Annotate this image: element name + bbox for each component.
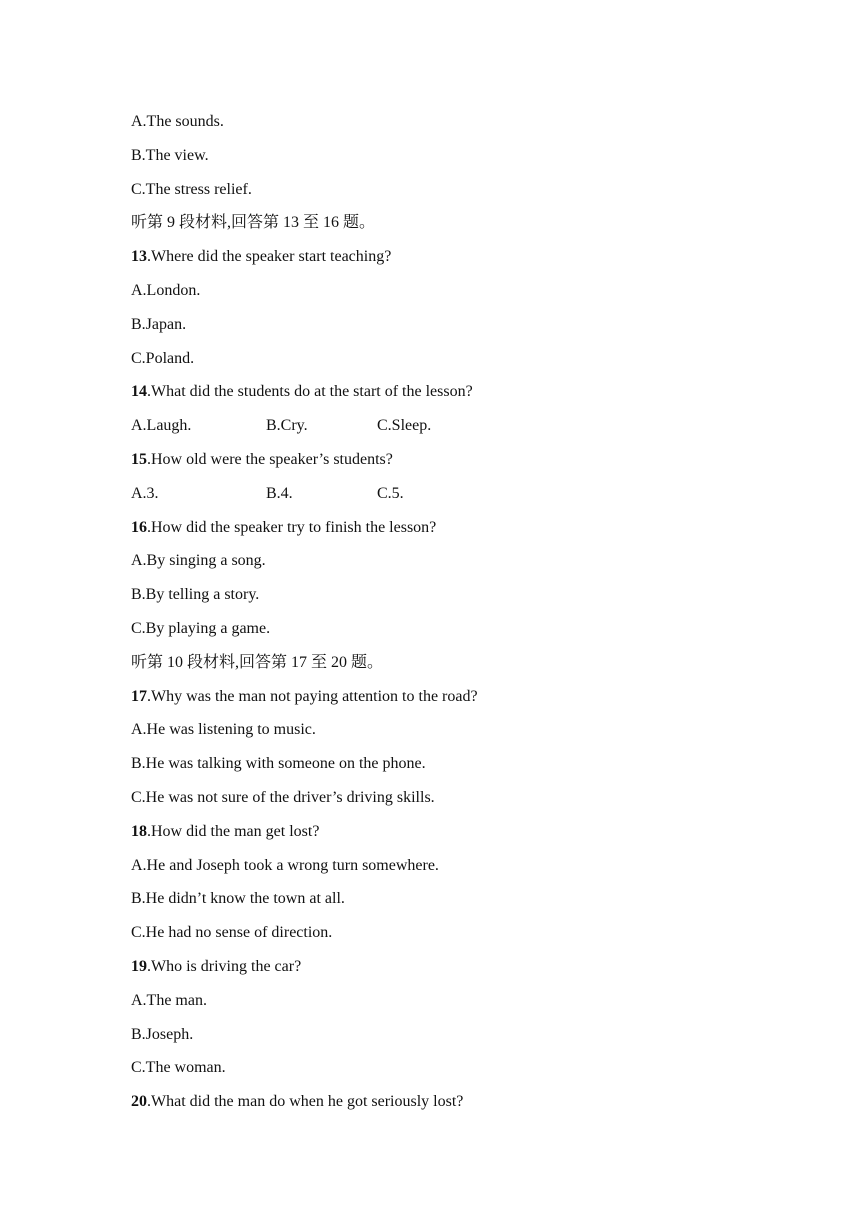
options-row (131, 484, 820, 518)
question-13 (131, 247, 820, 281)
option-b: B.Cry. (266, 417, 308, 435)
question-number: 14 (131, 383, 147, 401)
option-line: C.By playing a game. (131, 619, 271, 637)
question-19 (131, 957, 820, 991)
section-instruction: 听第 10 段材料,回答第 17 至 20 题。 (131, 653, 384, 671)
question-20 (131, 1092, 820, 1126)
question-number: 15 (131, 450, 147, 468)
option-line: C.He had no sense of direction. (131, 924, 333, 942)
option-line: B.The view. (131, 146, 209, 164)
question-number: 20 (131, 1093, 147, 1111)
option-a: A.3. (131, 484, 159, 502)
option-line: B.Japan. (131, 315, 187, 333)
option-line: B.By telling a story. (131, 586, 260, 604)
question-text: .How old were the speaker’s students? (147, 450, 393, 468)
question-17 (131, 687, 820, 721)
document-page (131, 112, 820, 1126)
question-16 (131, 518, 820, 552)
question-15 (131, 450, 820, 484)
option-c: C.5. (377, 484, 404, 502)
question-text: .How did the man get lost? (147, 822, 320, 840)
option-line: A.He was listening to music. (131, 721, 316, 739)
question-number: 19 (131, 957, 147, 975)
question-text: .Why was the man not paying attention to the road? (147, 687, 478, 705)
options-row (131, 416, 820, 450)
option-line: B.He didn’t know the town at all. (131, 890, 345, 908)
question-number: 18 (131, 822, 147, 840)
question-14 (131, 382, 820, 416)
option-line: A.By singing a song. (131, 552, 266, 570)
question-text: .What did the man do when he got seriously lost? (147, 1093, 464, 1111)
option-line: C.The woman. (131, 1059, 226, 1077)
option-c: C.Sleep. (377, 417, 432, 435)
question-text: .What did the students do at the start of the lesson? (147, 383, 473, 401)
option-line: A.The sounds. (131, 113, 224, 130)
question-number: 16 (131, 518, 147, 536)
section-instruction: 听第 9 段材料,回答第 13 至 16 题。 (131, 214, 376, 232)
option-line: B.Joseph. (131, 1025, 194, 1043)
option-line: C.Poland. (131, 349, 195, 367)
option-line: A.London. (131, 281, 201, 299)
option-a: A.Laugh. (131, 417, 192, 435)
question-text: .Where did the speaker start teaching? (147, 248, 392, 266)
option-line: B.He was talking with someone on the phone. (131, 755, 426, 773)
question-text: .Who is driving the car? (147, 957, 302, 975)
question-number: 13 (131, 248, 147, 266)
option-line: C.The stress relief. (131, 180, 252, 198)
question-18 (131, 822, 820, 856)
question-text: .How did the speaker try to finish the lesson? (147, 518, 437, 536)
option-line: C.He was not sure of the driver’s driving skills. (131, 788, 435, 806)
option-b: B.4. (266, 484, 293, 502)
option-line: A.The man. (131, 991, 207, 1009)
question-number: 17 (131, 687, 147, 705)
option-line: A.He and Joseph took a wrong turn somewhere. (131, 856, 439, 874)
